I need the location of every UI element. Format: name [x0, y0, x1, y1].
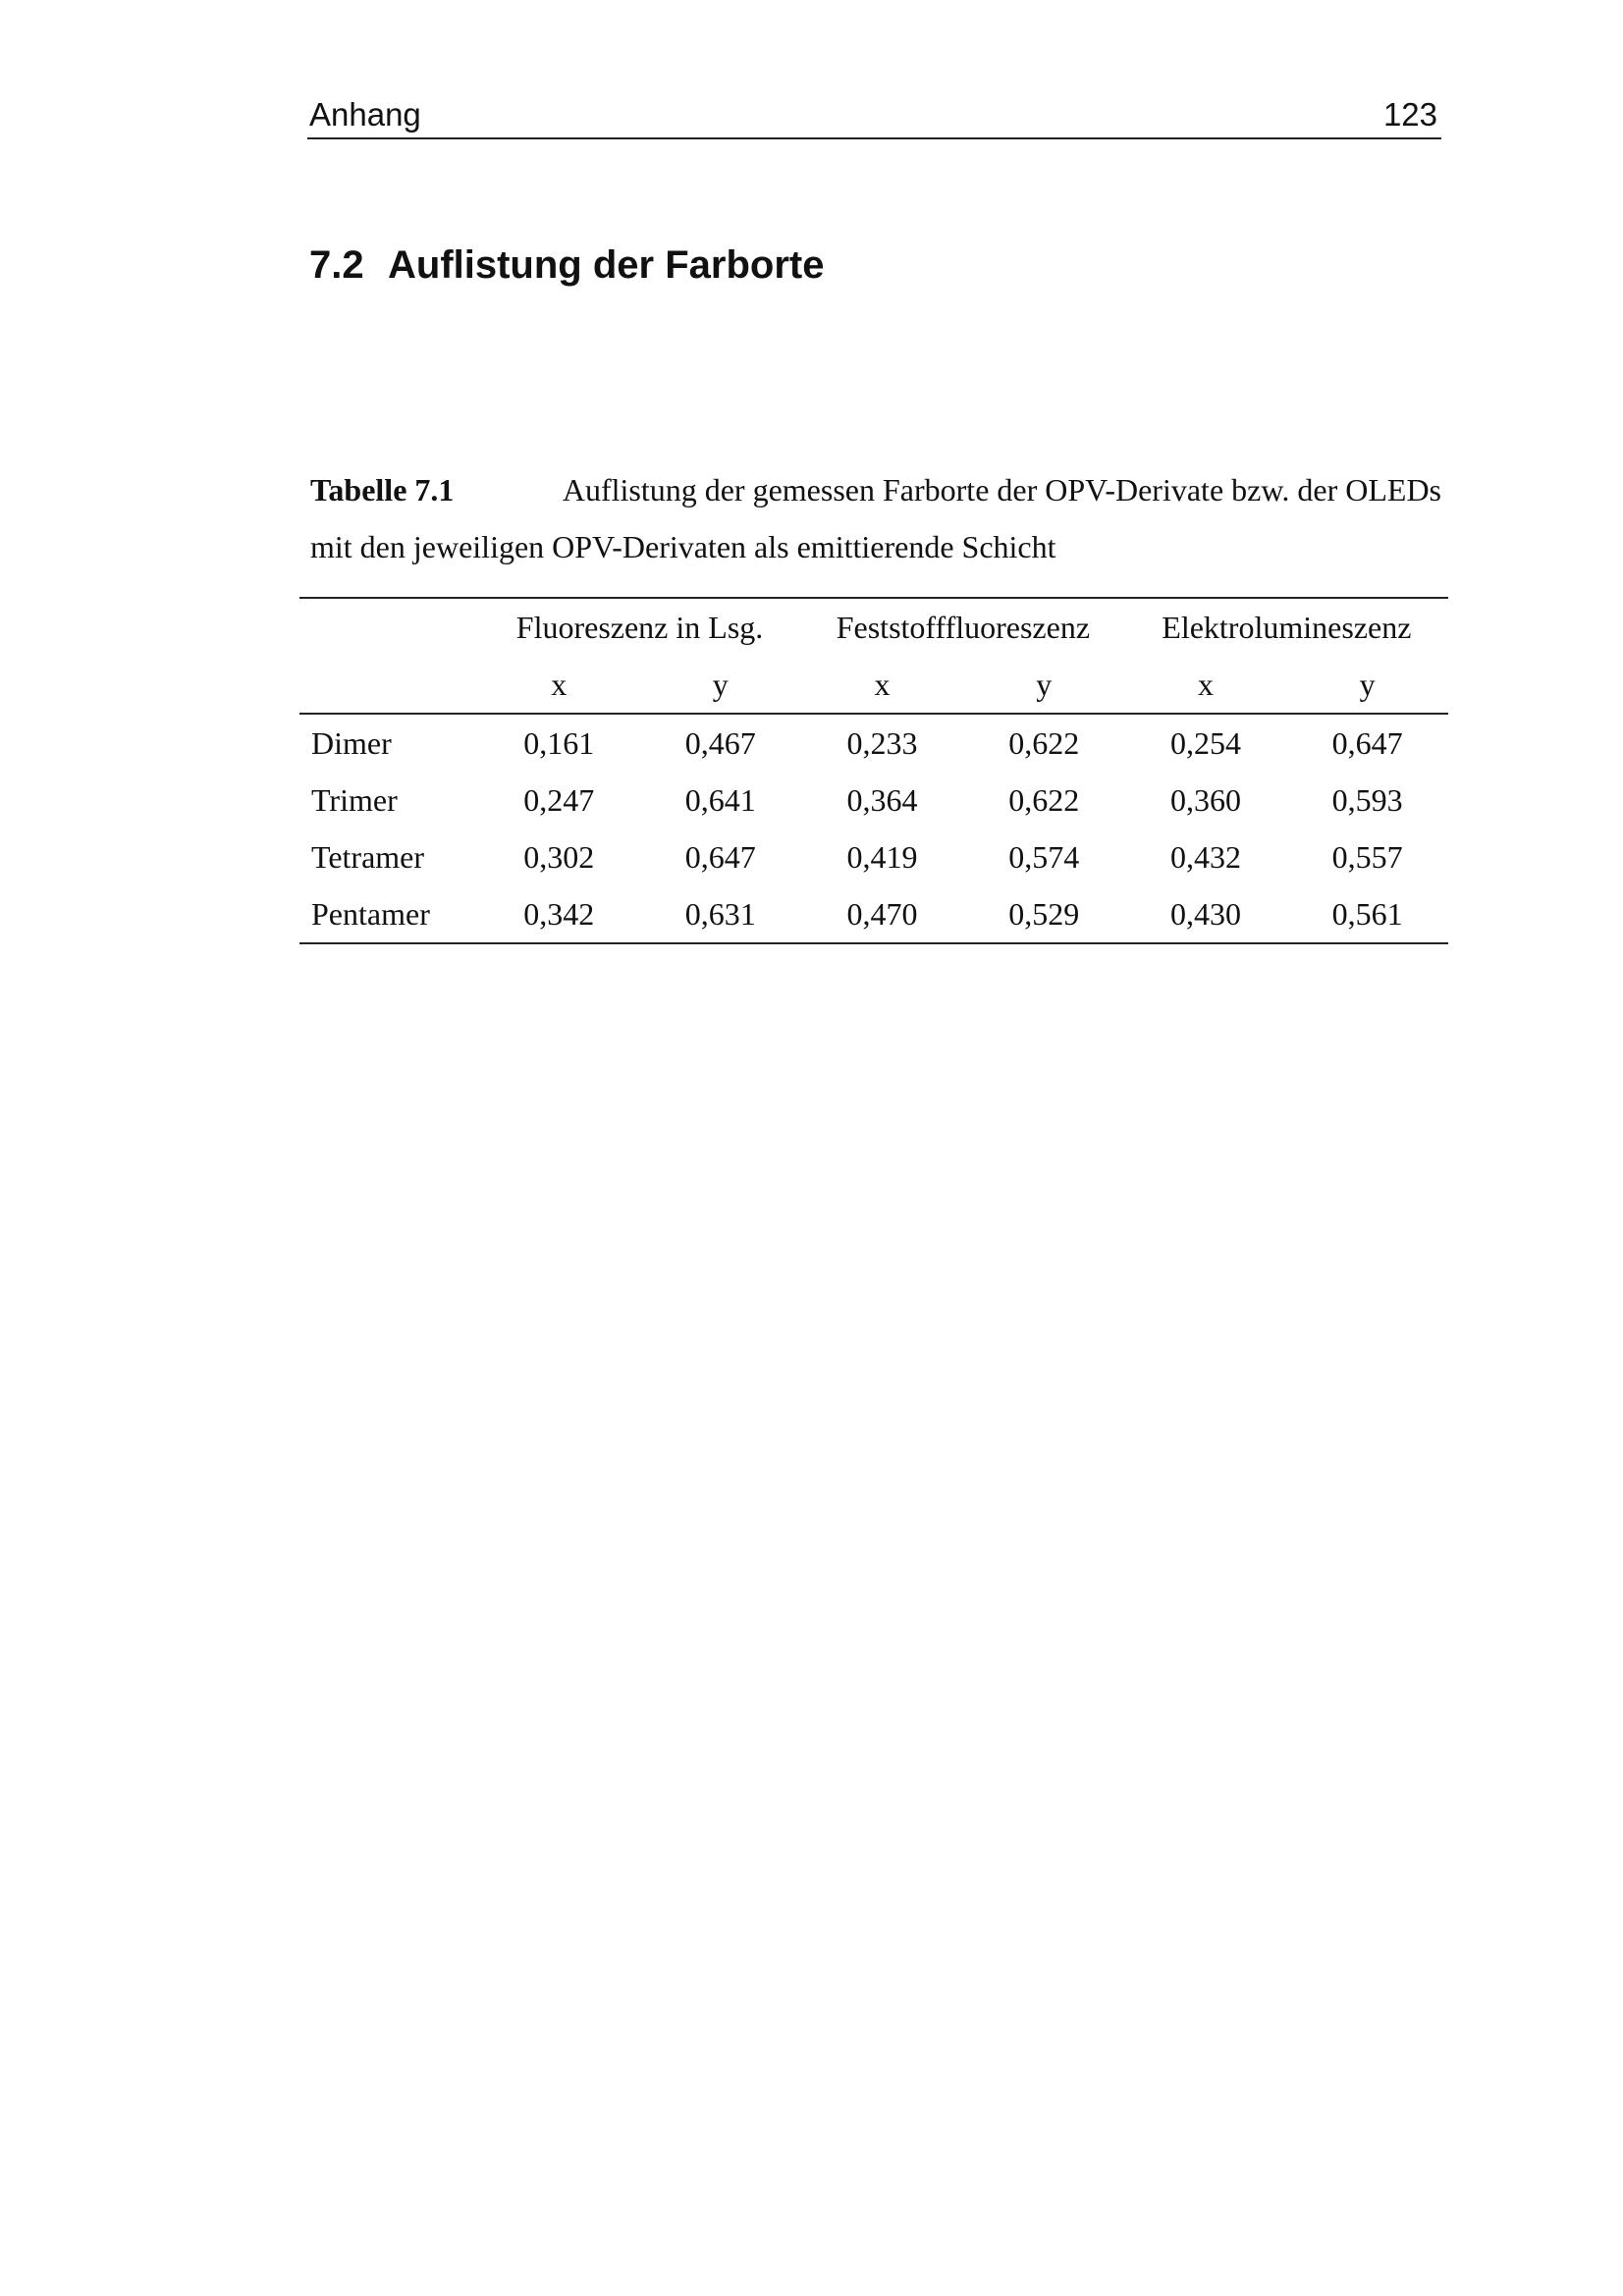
- caption-text-2: mit den jeweiligen OPV-Derivaten als emittierende Schicht: [310, 529, 1056, 564]
- value-cell: 0,622: [1008, 781, 1080, 818]
- subheader-cell: x: [801, 656, 963, 714]
- group-header: Feststofffluoreszenz: [801, 598, 1125, 656]
- empty-corner-cell: [299, 656, 478, 714]
- table-caption: [310, 461, 1441, 575]
- caption-line-1: [310, 461, 1441, 518]
- value-cell: 0,233: [846, 724, 918, 761]
- subheader-cell: y: [963, 656, 1125, 714]
- value-cell: 0,647: [1331, 724, 1403, 761]
- value-cell: 0,593: [1331, 781, 1403, 818]
- row-label: Pentamer: [299, 885, 478, 943]
- subheader-cell: y: [640, 656, 802, 714]
- value-cell: 0,470: [801, 885, 963, 943]
- value-cell: 0,574: [1008, 838, 1080, 875]
- value-cell: 0,254: [1169, 724, 1241, 761]
- subheader-cell: y: [1286, 656, 1448, 714]
- running-header: [307, 94, 1441, 139]
- table-row: [299, 714, 1448, 772]
- value-cell: 0,161: [523, 724, 595, 761]
- table-row: [299, 885, 1448, 943]
- row-label: Tetramer: [311, 838, 425, 875]
- caption-text-1: Auflistung der gemessen Farborte der OPV-Derivate bzw. der OLEDs: [562, 472, 1441, 507]
- value-cell: 0,302: [523, 838, 595, 875]
- value-cell: 0,557: [1331, 838, 1403, 875]
- section-title: Auflistung der Farborte: [388, 243, 825, 287]
- table-row: [299, 772, 1448, 828]
- value-cell: 0,419: [846, 838, 918, 875]
- empty-corner-cell: [299, 598, 478, 656]
- value-cell: 0,432: [1169, 838, 1241, 875]
- group-header-row: [299, 598, 1448, 656]
- section-number: 7.2: [309, 243, 364, 287]
- group-header: Fluoreszenz in Lsg.: [478, 598, 801, 656]
- value-cell: 0,529: [963, 885, 1125, 943]
- row-label: Dimer: [311, 724, 392, 761]
- page-number: 123: [1382, 96, 1437, 133]
- caption-label: Tabelle 7.1: [310, 472, 455, 507]
- value-cell: 0,360: [1169, 781, 1241, 818]
- subheader-cell: x: [478, 656, 640, 714]
- value-cell: 0,622: [1008, 724, 1080, 761]
- caption-lead: [310, 461, 507, 518]
- chapter-label: Anhang: [309, 96, 421, 133]
- value-cell: 0,364: [846, 781, 918, 818]
- color-coordinates-table: [299, 597, 1448, 944]
- value-cell: 0,247: [523, 781, 595, 818]
- value-cell: 0,641: [684, 781, 756, 818]
- table-row: [299, 828, 1448, 885]
- value-cell: 0,430: [1125, 885, 1287, 943]
- value-cell: 0,467: [684, 724, 756, 761]
- section-heading: [309, 243, 824, 288]
- subheader-row: [299, 656, 1448, 714]
- value-cell: 0,342: [478, 885, 640, 943]
- value-cell: 0,561: [1286, 885, 1448, 943]
- group-header: Elektrolumineszenz: [1125, 598, 1448, 656]
- value-cell: 0,631: [640, 885, 802, 943]
- row-label: Trimer: [311, 781, 398, 818]
- value-cell: 0,647: [684, 838, 756, 875]
- subheader-cell: x: [1125, 656, 1287, 714]
